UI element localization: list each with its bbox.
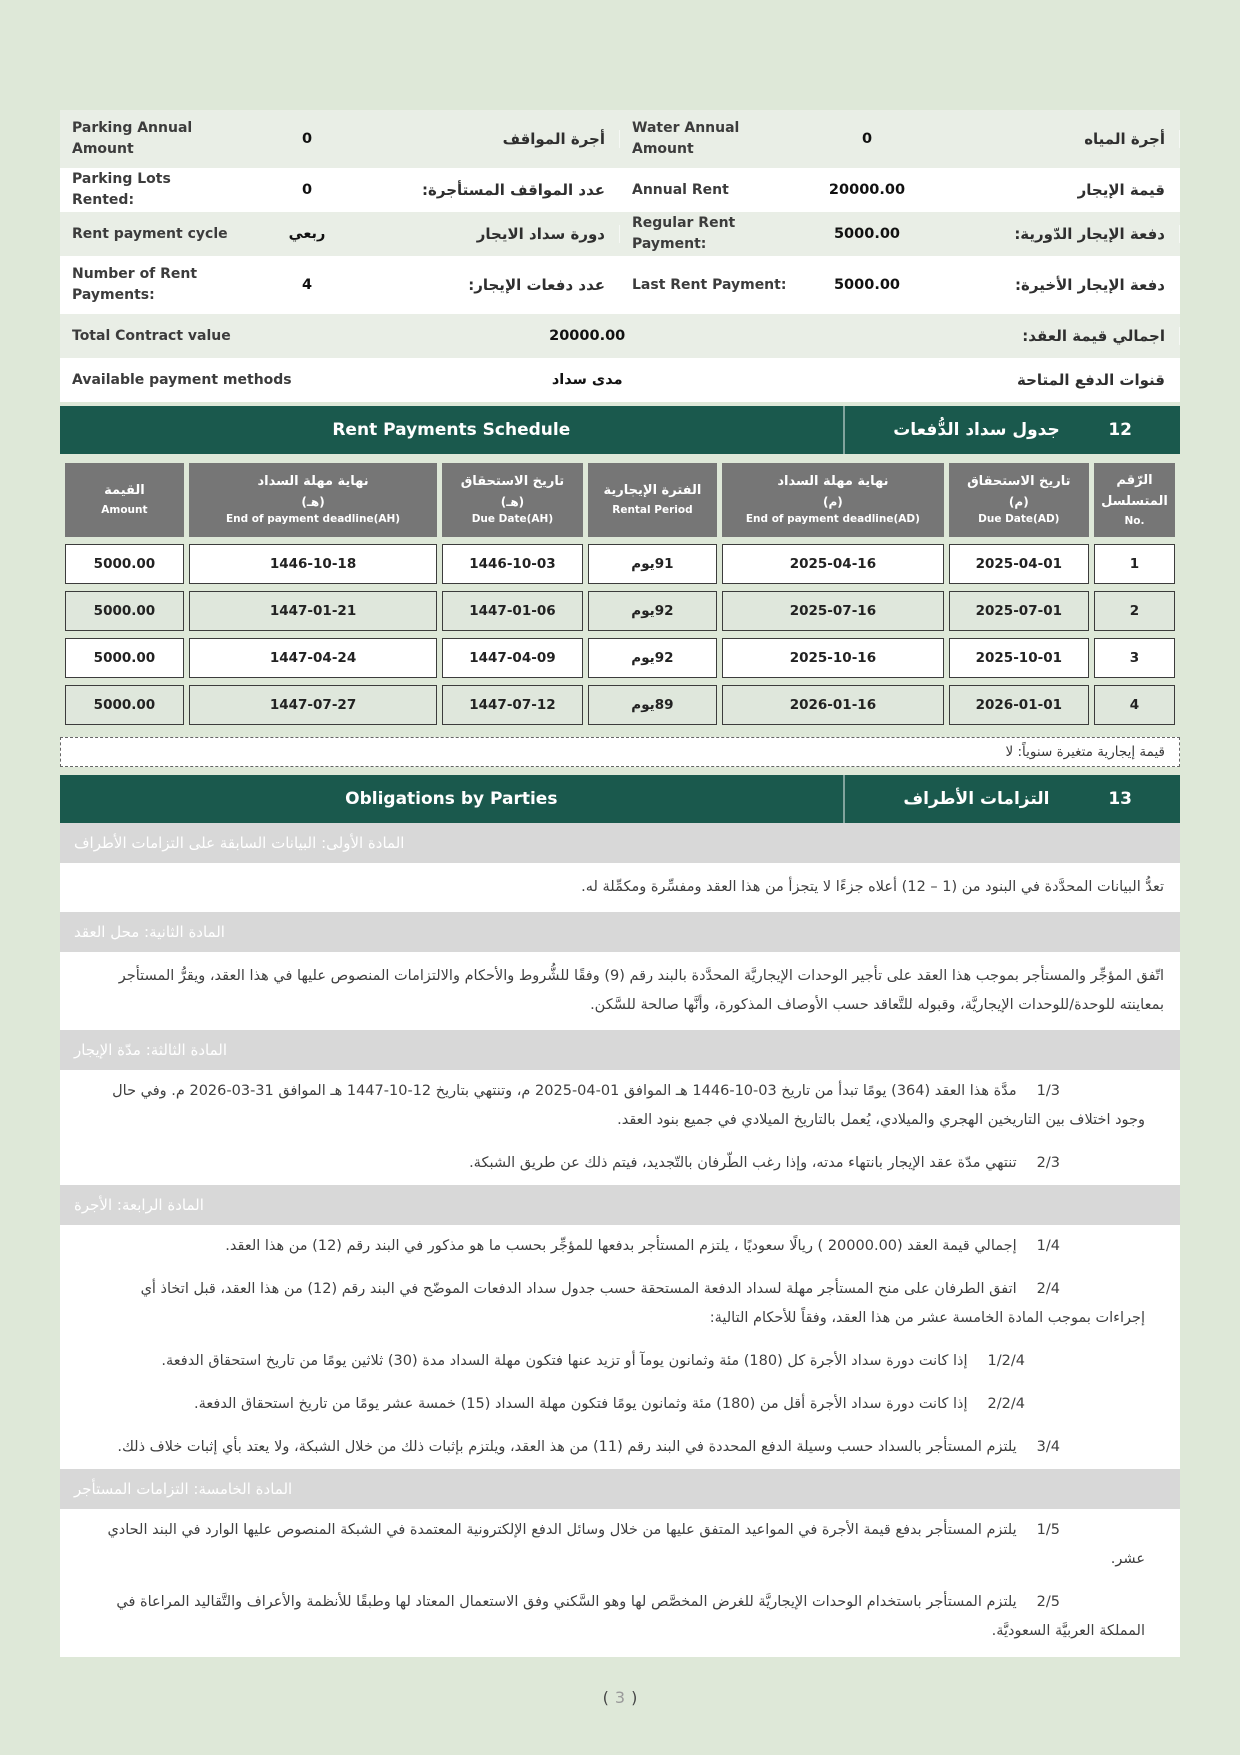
section-title-en: Rent Payments Schedule [60,406,845,454]
field-label-ar: قنوات الدفع المتاحة [722,371,1180,389]
field-value: 0 [301,182,313,198]
clause-number: 2/2/4 [987,1396,1025,1413]
summary-row-payments-last [60,256,1180,314]
cell-no: 2 [1094,591,1175,631]
field-parking-annual-amount [60,110,620,168]
clause-number: 1/5 [1036,1522,1060,1539]
field-number-of-rent-payments [60,256,620,314]
cell-end-ad: 2025-07-16 [722,591,943,631]
col-end-deadline-ad: نهاية مهلة السداد (م) End of payment deadline(AD) [722,463,943,537]
table-header-row [65,463,1175,537]
clause-1-2-4 [60,1340,1180,1383]
cell-period: 92يوم [588,638,718,678]
summary-row-lots-rent [60,168,1180,212]
field-label-ar: أجرة المواقف [382,130,620,148]
clause-text: اتفق الطرفان على منح المستأجر مهلة لسداد الدفعة المستحقة حسب جدول سداد الدفعات الموضّح في البند رقم (12) من هذا العقد، قبل اتخاذ أي إجراءات بموجب المادة الخامسة عشر من هذا العقد، وفقاً للأحكام التالية: [140,1281,1145,1327]
clause-number: 1/4 [1036,1238,1060,1255]
cell-no: 1 [1094,544,1175,584]
field-label-en: Rent payment cycle [72,225,228,242]
cell-end-ad: 2025-10-16 [722,638,943,678]
field-last-rent-payment [620,256,1180,314]
cell-amount: 5000.00 [65,685,184,725]
cell-end-ad: 2026-01-16 [722,685,943,725]
clause-text: تنتهي مدّة عقد الإيجار بانتهاء مدته، وإذا رغب الطّرفان بالتّجديد، فيتم ذلك عن طريق الشبكة. [469,1155,1017,1172]
clause-text: يلتزم المستأجر باستخدام الوحدات الإيجاريَّة للغرض المخصَّص لها وهو السَّكني وفق الاستعمال المعتاد لها وطبقًا للأنظمة والأعراف والتَّقاليد المراعاة في المملكة العربيَّة السعوديَّة. [116,1594,1145,1640]
rent-payments-table [60,456,1180,732]
cell-end-ah: 1447-04-24 [189,638,437,678]
cell-end-ah: 1447-07-27 [189,685,437,725]
clause-text: إذا كانت دورة سداد الأجرة أقل من (180) مئة وثمانون يومًا فتكون مهلة السداد (15) خمسة عشر يومًا من تاريخ استحقاق الدفعة. [194,1396,968,1413]
field-label-en: Water Annual Amount [632,120,740,157]
section-title-ar: جدول سداد الدُّفعات [893,420,1060,440]
field-label-en: Annual Rent [632,181,729,198]
field-label-en: Regular Rent Payment: [632,215,736,252]
cell-no: 4 [1094,685,1175,725]
payment-row-1 [65,544,1175,584]
field-label-en: Last Rent Payment: [632,276,787,293]
clause-text: إجمالي قيمة العقد (20000.00 ) ريالًا سعوديًا ، يلتزم المستأجر بدفعها للمؤجِّر بحسب ما هو مذكور في البند رقم (12) من هذا العقد. [225,1238,1017,1255]
page-number: ( 3 ) [602,1688,638,1707]
cell-due-ad: 2025-07-01 [949,591,1089,631]
cell-end-ah: 1446-10-18 [189,544,437,584]
field-label-ar: أجرة المياه [942,130,1180,148]
clause-2-4 [60,1268,1180,1340]
field-label-ar: عدد دفعات الإيجار: [382,276,620,294]
col-serial-no: الرّقم المتسلسل .No [1094,463,1175,537]
article-1-heading: المادة الأولى: البيانات السابقة على التزامات الأطراف [60,823,1180,863]
cell-amount: 5000.00 [65,544,184,584]
field-label-ar: دفعة الإيجار الأخيرة: [942,276,1180,294]
field-total-contract-value [60,314,1180,358]
article-2-heading: المادة الثانية: محل العقد [60,912,1180,952]
col-end-deadline-ah: نهاية مهلة السداد (هـ) End of payment deadline(AH) [189,463,437,537]
cell-due-ah: 1447-07-12 [442,685,582,725]
section-number: 12 [1108,420,1132,440]
clause-3-4 [60,1426,1180,1469]
obligations-body [60,823,1180,1657]
section-number: 13 [1108,789,1132,810]
cell-no: 3 [1094,638,1175,678]
field-label-ar: قيمة الإيجار [942,181,1180,199]
section-13-header [60,775,1180,823]
clause-text: مدَّة هذا العقد (364) يومًا تبدأ من تاريخ 03-10-1446 هـ الموافق 01-04-2025 م، وتنتهي بتاريخ 12-10-1447 هـ الموافق 31-03-2026 م. وفي حال وجود اختلاف بين التاريخين الهجري والميلادي، يُعمل بالتاريخ الميلادي في جميع بنود العقد. [112,1083,1145,1129]
section-title-en: Obligations by Parties [60,775,845,823]
cell-due-ah: 1447-04-09 [442,638,582,678]
field-label-ar: دفعة الإيجار الدّورية: [942,225,1180,243]
clause-number: 2/5 [1036,1594,1060,1611]
col-due-date-ad: تاريخ الاستحقاق (م) Due Date(AD) [949,463,1089,537]
field-value: 5000.00 [833,277,901,293]
field-value: 0 [861,131,873,147]
contract-summary-grid [60,110,1180,402]
field-rent-payment-cycle [60,212,620,256]
field-label-ar: عدد المواقف المستأجرة: [382,181,620,199]
clause-number: 1/3 [1036,1083,1060,1100]
field-value: 4 [301,277,313,293]
summary-row-cycle-payment [60,212,1180,256]
field-label-en: Parking Annual Amount [72,120,193,157]
field-label-en: Available payment methods [72,371,292,388]
clause-number: 2/4 [1036,1281,1060,1298]
cell-due-ad: 2025-10-01 [949,638,1089,678]
payment-row-4 [65,685,1175,725]
field-label-ar: اجمالي قيمة العقد: [722,327,1180,345]
clause-number: 1/2/4 [987,1353,1025,1370]
section-12-header [60,406,1180,454]
clause-2-3 [60,1142,1180,1185]
field-value: 20000.00 [828,182,906,198]
field-value: مدى سداد [551,372,623,388]
field-value: 5000.00 [833,226,901,242]
clause-number: 3/4 [1036,1439,1060,1456]
field-water-annual-amount [620,110,1180,168]
clause-text: إذا كانت دورة سداد الأجرة كل (180) مئة وثمانون يومآ أو تزيد عنها فتكون مهلة السداد مدة (30) ثلاثين يومًا من تاريخ استحقاق الدفعة. [161,1353,968,1370]
clause-1-3 [60,1070,1180,1142]
article-1-paragraph: تعدُّ البيانات المحدَّدة في البنود من (1 – 12) أعلاه جزءًا لا يتجزأ من هذا العقد ومفسِّرة ومكمِّلة له. [60,863,1180,912]
clause-1-4 [60,1225,1180,1268]
contract-page [60,0,1180,1657]
article-5-heading: المادة الخامسة: التزامات المستأجر [60,1469,1180,1509]
cell-due-ad: 2025-04-01 [949,544,1089,584]
cell-period: 89يوم [588,685,718,725]
cell-amount: 5000.00 [65,638,184,678]
field-value: 20000.00 [549,328,626,344]
field-annual-rent [620,168,1180,212]
clause-1-5 [60,1509,1180,1581]
article-2-paragraph: اتّفق المؤجِّر والمستأجر بموجب هذا العقد على تأجير الوحدات الإيجاريَّة المحدَّدة بالبند رقم (9) وفقًا للشُّروط والأحكام والالتزامات المنصوص عليها في هذا العقد، ويقرُّ المستأجر بمعاينته للوحدة/للوحدات الإيجاريَّة، وقبوله للتَّعاقد حسب الأوصاف المذكورة، وأنَّها صالحة للسَّكن. [60,952,1180,1030]
article-3-heading: المادة الثالثة: مدّة الإيجار [60,1030,1180,1070]
article-4-heading: المادة الرابعة: الأجرة [60,1185,1180,1225]
field-value: 0 [301,131,313,147]
cell-amount: 5000.00 [65,591,184,631]
col-due-date-ah: تاريخ الاستحقاق (هـ) Due Date(AH) [442,463,582,537]
cell-period: 91يوم [588,544,718,584]
clause-2-2-4 [60,1383,1180,1426]
variable-rent-note: قيمة إيجارية متغيرة سنوياً: لا [60,737,1180,767]
field-label-ar: دورة سداد الايجار [382,225,620,243]
summary-row-parking-water [60,110,1180,168]
col-amount: القيمة Amount [65,463,184,537]
col-rental-period: الفترة الإيجارية Rental Period [588,463,718,537]
section-title-ar: التزامات الأطراف [903,789,1050,810]
cell-period: 92يوم [588,591,718,631]
payment-row-3 [65,638,1175,678]
cell-due-ah: 1446-10-03 [442,544,582,584]
field-label-en: Number of Rent Payments: [72,266,198,303]
cell-due-ah: 1447-01-06 [442,591,582,631]
clause-text: يلتزم المستأجر بالسداد حسب وسيلة الدفع المحددة في البند رقم (11) من هذ العقد، ويلتزم بإثبات ذلك من خلال الشبكة، ولا يعتد بأي إثبات خلاف ذلك. [117,1439,1017,1456]
clause-number: 2/3 [1036,1155,1060,1172]
field-value: ربعي [288,226,326,242]
cell-end-ad: 2025-04-16 [722,544,943,584]
clause-2-5 [60,1581,1180,1653]
field-regular-rent-payment [620,212,1180,256]
field-label-en: Parking Lots Rented: [72,171,171,208]
cell-end-ah: 1447-01-21 [189,591,437,631]
payment-row-2 [65,591,1175,631]
field-parking-lots-rented [60,168,620,212]
field-available-payment-methods [60,358,1180,402]
field-label-en: Total Contract value [72,327,231,344]
cell-due-ad: 2026-01-01 [949,685,1089,725]
clause-text: يلتزم المستأجر بدفع قيمة الأجرة في المواعيد المتفق عليها من خلال وسائل الدفع الإلكترونية المعتمدة في الشبكة المنصوص عليها الوارد في البند الحادي عشر. [107,1522,1145,1568]
